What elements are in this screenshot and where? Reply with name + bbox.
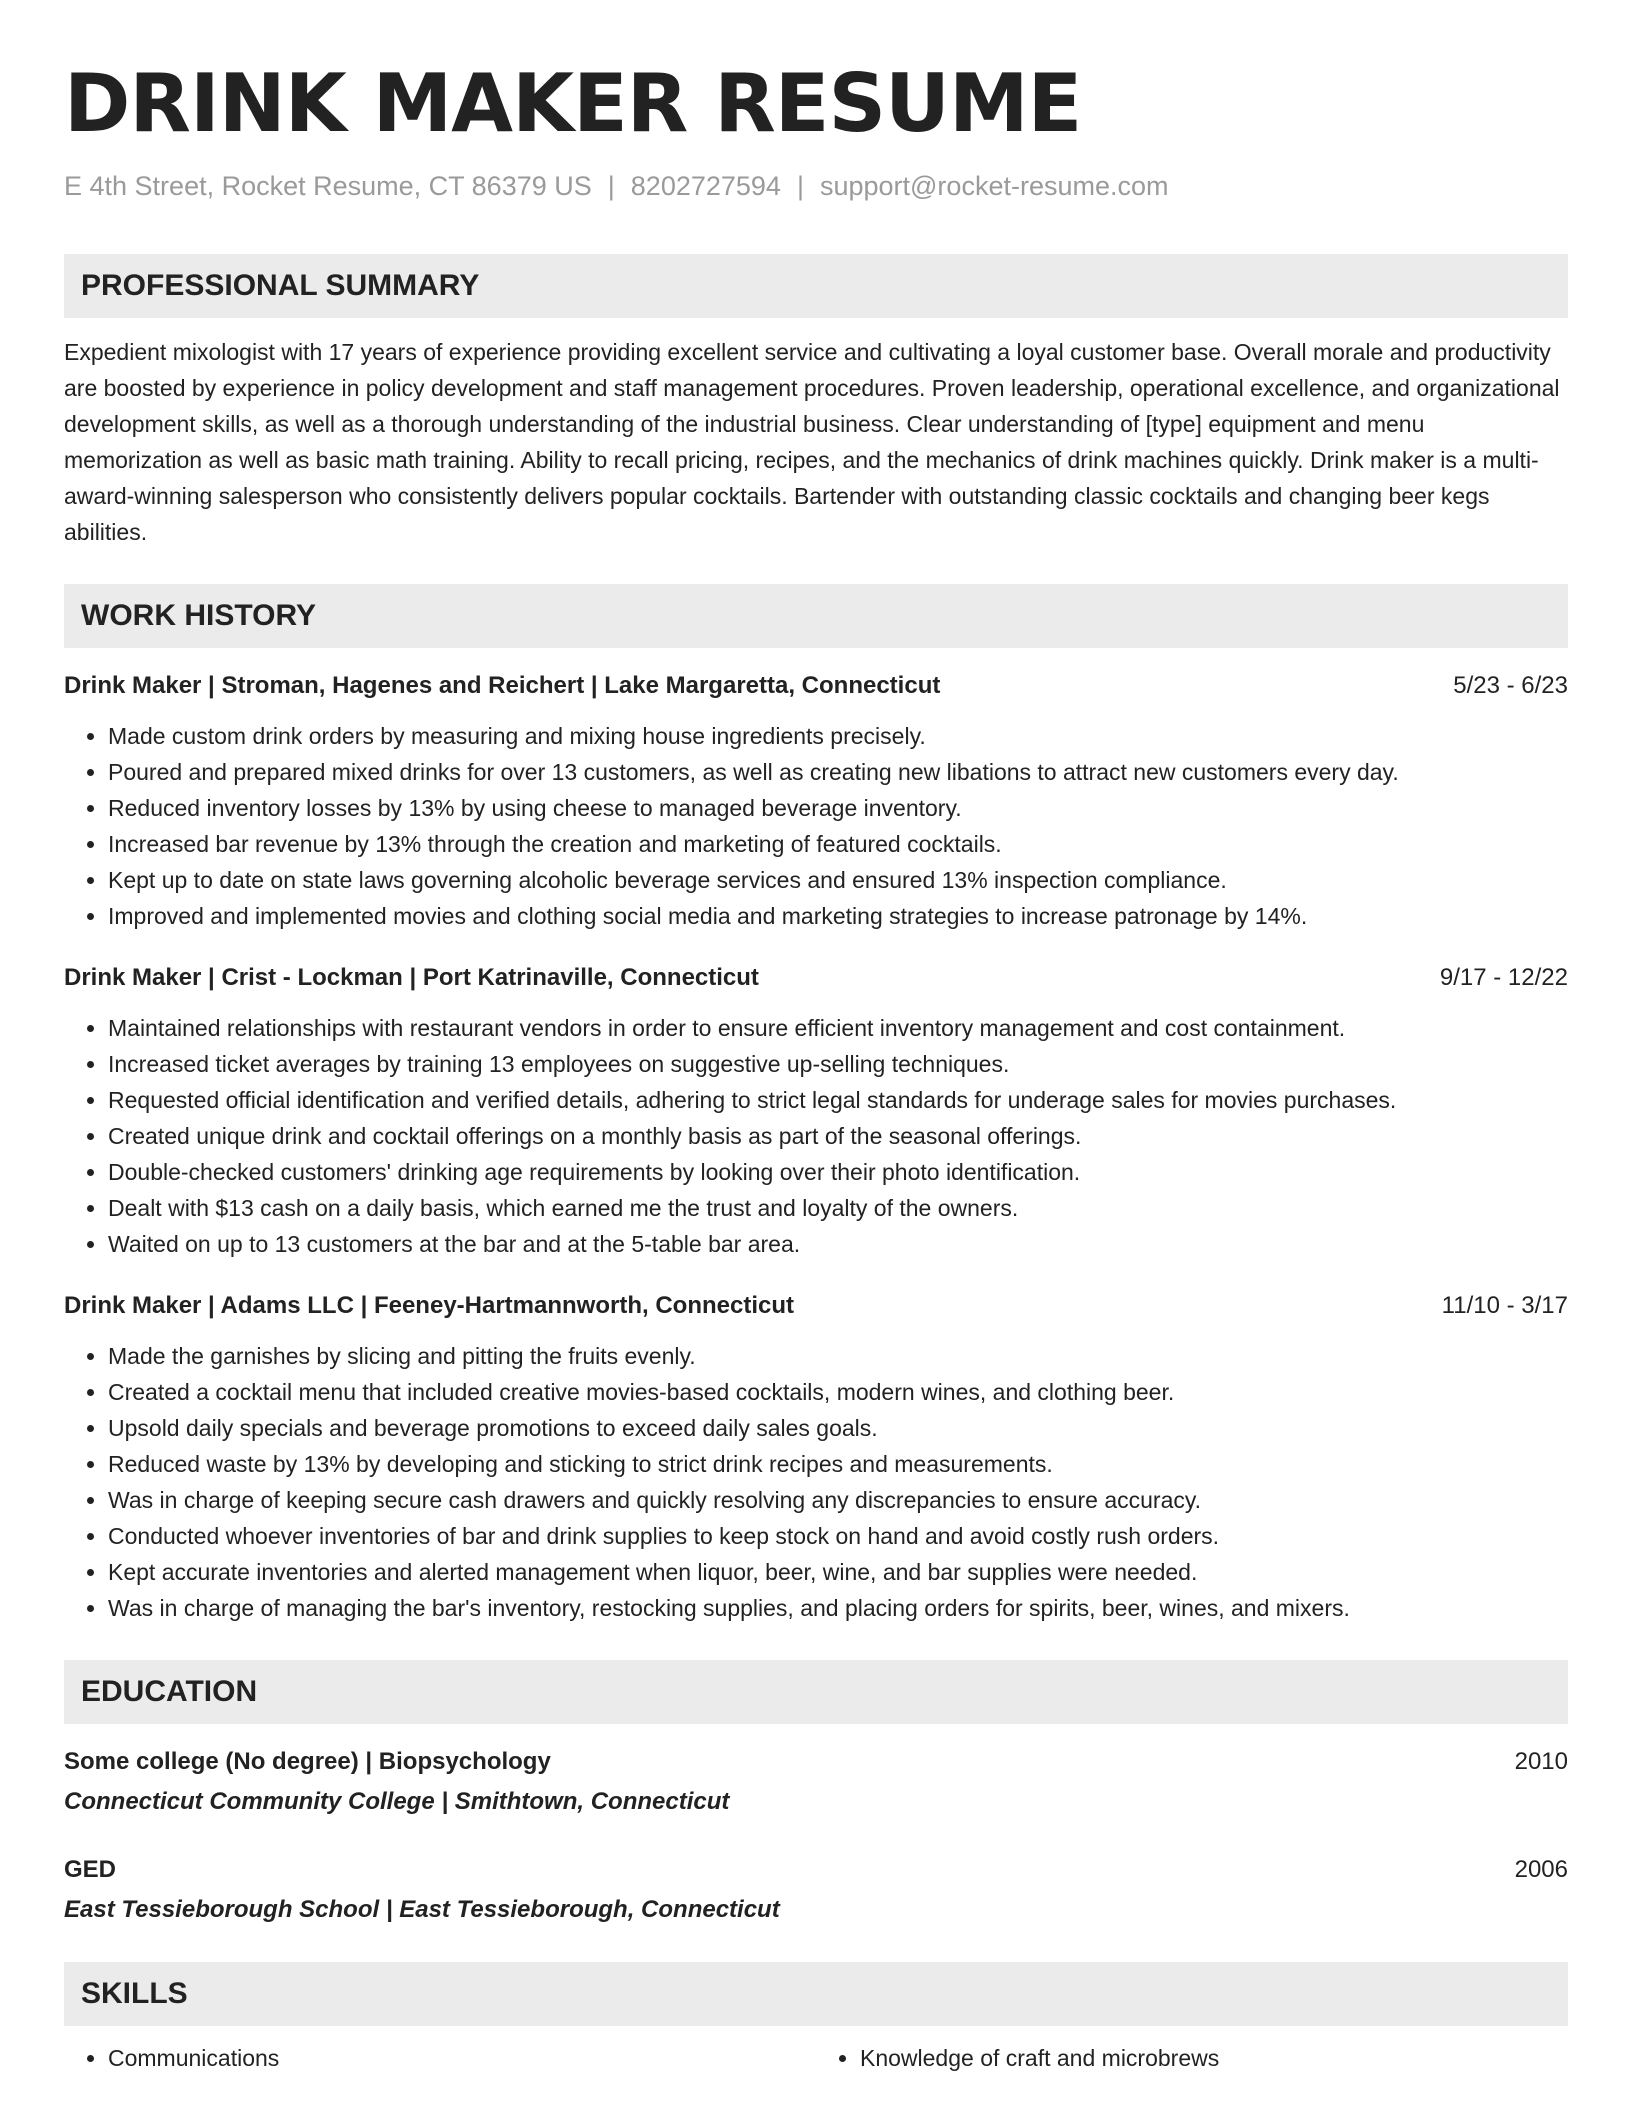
education-year: 2006 xyxy=(1514,1856,1568,1883)
skills-heading: SKILLS xyxy=(64,1962,1568,2026)
job-bullet: • Double-checked customers' drinking age requirements by looking over their photo identification. xyxy=(108,1154,1568,1190)
resume-title: DRINK MAKER RESUME xyxy=(64,57,1082,150)
job-bullet: • Created a cocktail menu that included creative movies-based cocktails, modern wines, and clothing beer. xyxy=(108,1374,1568,1410)
job-bullet: • Made custom drink orders by measuring and mixing house ingredients precisely. xyxy=(108,718,1568,754)
education-header xyxy=(64,1744,1568,1780)
summary-section xyxy=(64,254,1568,550)
job-bullet: • Made the garnishes by slicing and pitting the fruits evenly. xyxy=(108,1338,1568,1374)
job-bullet: • Reduced waste by 13% by developing and sticking to strict drink recipes and measurements. xyxy=(108,1446,1568,1482)
job-bullet: • Improved and implemented movies and clothing social media and marketing strategies to increase patronage by 14%. xyxy=(108,898,1568,934)
skills-grid xyxy=(64,2040,1568,2076)
job-entry xyxy=(64,1288,1568,1626)
job-dates: 9/17 - 12/22 xyxy=(1439,964,1568,991)
job-bullet: • Kept accurate inventories and alerted management when liquor, beer, wine, and bar supplies were needed. xyxy=(108,1554,1568,1590)
education-school: East Tessieborough School | East Tessieborough, Connecticut xyxy=(64,1896,780,1923)
contact-email: support@rocket-resume.com xyxy=(819,171,1169,201)
skill-item: • Knowledge of craft and microbrews xyxy=(860,2040,1568,2076)
education-year: 2010 xyxy=(1514,1748,1568,1775)
contact-address: E 4th Street, Rocket Resume, CT 86379 US xyxy=(64,171,592,201)
contact-separator: | xyxy=(796,171,804,201)
job-bullets xyxy=(64,1010,1568,1262)
job-bullet: • Was in charge of managing the bar's inventory, restocking supplies, and placing orders for spirits, beer, wines, and mixers. xyxy=(108,1590,1568,1626)
job-bullet: • Was in charge of keeping secure cash drawers and quickly resolving any discrepancies to ensure accuracy. xyxy=(108,1482,1568,1518)
skills-column-right xyxy=(816,2040,1568,2076)
job-header xyxy=(64,668,1568,704)
job-header xyxy=(64,960,1568,996)
job-bullets xyxy=(64,1338,1568,1626)
education-degree: Some college (No degree) | Biopsychology xyxy=(64,1748,551,1775)
job-dates: 11/10 - 3/17 xyxy=(1441,1292,1568,1319)
work-history-section xyxy=(64,584,1568,1626)
skill-item: • Communications xyxy=(108,2040,816,2076)
job-entry xyxy=(64,668,1568,934)
job-title: Drink Maker | Stroman, Hagenes and Reichert | Lake Margaretta, Connecticut xyxy=(64,672,941,699)
job-header xyxy=(64,1288,1568,1324)
education-header xyxy=(64,1852,1568,1888)
job-bullets xyxy=(64,718,1568,934)
job-title: Drink Maker | Adams LLC | Feeney-Hartmannworth, Connecticut xyxy=(64,1292,794,1319)
job-bullet: • Conducted whoever inventories of bar and drink supplies to keep stock on hand and avoid costly rush orders. xyxy=(108,1518,1568,1554)
education-heading: EDUCATION xyxy=(64,1660,1568,1724)
job-bullet: • Dealt with $13 cash on a daily basis, which earned me the trust and loyalty of the owners. xyxy=(108,1190,1568,1226)
job-bullet: • Created unique drink and cocktail offerings on a monthly basis as part of the seasonal offerings. xyxy=(108,1118,1568,1154)
skills-section xyxy=(64,1962,1568,2076)
education-section xyxy=(64,1660,1568,1928)
job-bullet: • Kept up to date on state laws governing alcoholic beverage services and ensured 13% inspection compliance. xyxy=(108,862,1568,898)
job-bullet: • Requested official identification and verified details, adhering to strict legal standards for underage sales for movies purchases. xyxy=(108,1082,1568,1118)
skills-column-left xyxy=(64,2040,816,2076)
contact-phone: 8202727594 xyxy=(630,171,781,201)
job-bullet: • Reduced inventory losses by 13% by using cheese to managed beverage inventory. xyxy=(108,790,1568,826)
contact-line xyxy=(64,168,1568,204)
summary-text: Expedient mixologist with 17 years of experience providing excellent service and cultivating a loyal customer base. Overall morale and productivity are boosted by experience in policy development and staff management procedures. Proven leadership, operational excellence, and organizational development skills, as well as a thorough understanding of the industrial business. Clear understanding of [type] equipment and menu memorization as well as basic math training. Ability to recall pricing, recipes, and the mechanics of drink machines quickly. Drink maker is a multi-award-winning salesperson who consistently delivers popular cocktails. Bartender with outstanding classic cocktails and changing beer kegs abilities. xyxy=(64,339,1560,545)
job-bullet: • Increased bar revenue by 13% through the creation and marketing of featured cocktails. xyxy=(108,826,1568,862)
job-bullet: • Waited on up to 13 customers at the bar and at the 5-table bar area. xyxy=(108,1226,1568,1262)
education-degree: GED xyxy=(64,1856,117,1883)
job-bullet: • Maintained relationships with restaurant vendors in order to ensure efficient inventory management and cost containment. xyxy=(108,1010,1568,1046)
work-history-heading: WORK HISTORY xyxy=(64,584,1568,648)
job-dates: 5/23 - 6/23 xyxy=(1453,672,1568,699)
summary-heading: PROFESSIONAL SUMMARY xyxy=(64,254,1568,318)
contact-separator: | xyxy=(607,171,615,201)
job-title: Drink Maker | Crist - Lockman | Port Katrinaville, Connecticut xyxy=(64,964,759,991)
job-bullet: • Poured and prepared mixed drinks for over 13 customers, as well as creating new libations to attract new customers every day. xyxy=(108,754,1568,790)
education-school: Connecticut Community College | Smithtown, Connecticut xyxy=(64,1788,730,1815)
job-bullet: • Increased ticket averages by training 13 employees on suggestive up-selling techniques. xyxy=(108,1046,1568,1082)
job-bullet: • Upsold daily specials and beverage promotions to exceed daily sales goals. xyxy=(108,1410,1568,1446)
job-entry xyxy=(64,960,1568,1262)
resume-page xyxy=(64,54,1568,2076)
education-entry xyxy=(64,1744,1568,1820)
education-entry xyxy=(64,1852,1568,1928)
